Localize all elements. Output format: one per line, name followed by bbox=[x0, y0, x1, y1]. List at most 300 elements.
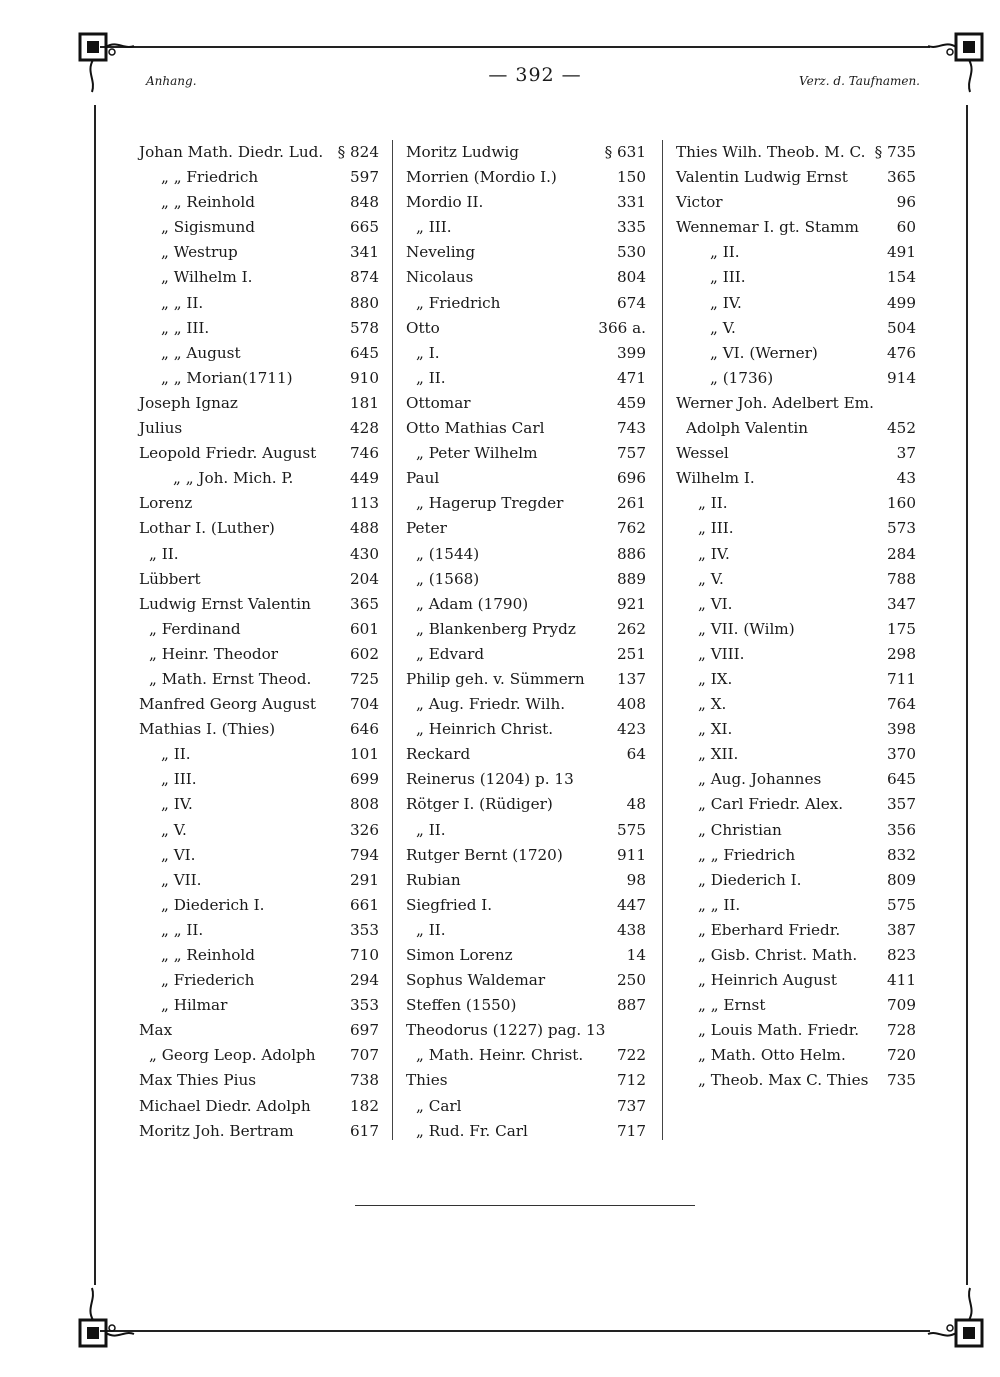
index-column-1 bbox=[139, 140, 379, 1144]
entry-number: § 824 bbox=[337, 143, 379, 161]
entry-name: Werner Joh. Adelbert Em. bbox=[676, 393, 874, 412]
entry-number: 530 bbox=[617, 243, 646, 262]
entry-name: „ „ Ernst bbox=[698, 996, 766, 1015]
entry-number: 722 bbox=[617, 1046, 646, 1065]
entry-name: Siegfried I. bbox=[406, 895, 493, 914]
entry-name: Valentin Ludwig Ernst bbox=[676, 168, 848, 187]
index-entry bbox=[676, 943, 916, 968]
index-entry bbox=[676, 717, 916, 742]
entry-name: „ Friedrich bbox=[416, 293, 501, 312]
frame-top-line bbox=[100, 46, 930, 48]
entry-name: Thies Wilh. Theob. M. C. bbox=[676, 143, 866, 161]
index-entry bbox=[406, 190, 646, 215]
index-entry bbox=[406, 767, 646, 792]
entry-number: 661 bbox=[350, 895, 379, 914]
entry-name: Thies bbox=[406, 1071, 448, 1090]
entry-name: „ „ Reinhold bbox=[161, 946, 255, 964]
entry-number: 365 bbox=[350, 594, 379, 613]
entry-number: 704 bbox=[350, 695, 379, 714]
entry-number: 921 bbox=[617, 594, 646, 613]
index-entry bbox=[406, 742, 646, 767]
entry-name: Mathias I. (Thies) bbox=[139, 720, 276, 739]
index-entry bbox=[406, 165, 646, 190]
entry-number: 137 bbox=[617, 669, 646, 688]
index-entry bbox=[676, 667, 916, 692]
entry-name: „ Heinrich Christ. bbox=[416, 720, 554, 739]
entry-number: 735 bbox=[887, 1071, 916, 1090]
entry-number: 347 bbox=[887, 594, 916, 613]
frame-left-line bbox=[94, 105, 96, 1285]
entry-number: 575 bbox=[617, 820, 646, 839]
index-entry bbox=[676, 1018, 916, 1043]
entry-name: Manfred Georg August bbox=[139, 695, 317, 714]
entry-number: 182 bbox=[350, 1096, 379, 1115]
entry-name: Rubian bbox=[406, 870, 461, 889]
index-entry bbox=[676, 341, 916, 366]
entry-name: „ Carl bbox=[416, 1096, 462, 1115]
entry-number: 746 bbox=[350, 444, 379, 463]
entry-number: 848 bbox=[350, 193, 379, 212]
index-entry bbox=[139, 341, 379, 366]
entry-name: Max Thies Pius bbox=[139, 1071, 257, 1090]
entry-number: 910 bbox=[350, 368, 379, 387]
index-entry bbox=[676, 165, 916, 190]
entry-name: „ VI. bbox=[161, 845, 196, 864]
entry-number: 370 bbox=[887, 745, 916, 764]
index-entry bbox=[676, 742, 916, 767]
entry-number: 887 bbox=[617, 996, 646, 1015]
column-divider-2 bbox=[662, 140, 663, 1140]
entry-name: Simon Lorenz bbox=[406, 946, 513, 964]
frame-right-line bbox=[966, 105, 968, 1285]
index-entry bbox=[139, 1043, 379, 1068]
entry-number: 48 bbox=[626, 795, 646, 814]
index-entry bbox=[676, 993, 916, 1018]
entry-number: 717 bbox=[617, 1121, 646, 1140]
entry-name: „ Math. Otto Helm. bbox=[698, 1046, 846, 1065]
entry-number: 452 bbox=[887, 419, 916, 438]
entry-name: „ (1544) bbox=[416, 544, 480, 563]
entry-name: Nicolaus bbox=[406, 268, 474, 287]
index-entry bbox=[139, 466, 379, 491]
entry-name: „ Math. Heinr. Christ. bbox=[416, 1046, 584, 1065]
entry-name: „ V. bbox=[710, 318, 736, 337]
index-entry bbox=[406, 516, 646, 541]
entry-name: „ Math. Ernst Theod. bbox=[149, 669, 312, 688]
index-entry bbox=[676, 391, 916, 416]
entry-number: 757 bbox=[617, 444, 646, 463]
entry-name: „ II. bbox=[416, 368, 446, 387]
index-entry bbox=[139, 617, 379, 642]
index-entry bbox=[139, 692, 379, 717]
entry-number: 101 bbox=[350, 745, 379, 764]
corner-ornament-bottom-right-icon bbox=[920, 1278, 1000, 1358]
entry-name: Ottomar bbox=[406, 393, 471, 412]
entry-name: „ Ferdinand bbox=[149, 619, 241, 638]
entry-name: Ludwig Ernst Valentin bbox=[139, 594, 311, 613]
entry-name: „ II. bbox=[698, 494, 728, 513]
index-entry bbox=[406, 240, 646, 265]
index-entry bbox=[139, 742, 379, 767]
entry-number: 597 bbox=[350, 168, 379, 187]
entry-name: „ Christian bbox=[698, 820, 782, 839]
entry-number: 43 bbox=[896, 469, 916, 488]
entry-name: „ III. bbox=[416, 218, 452, 237]
index-entry bbox=[676, 567, 916, 592]
index-entry bbox=[139, 516, 379, 541]
entry-name: Otto bbox=[406, 318, 440, 337]
entry-name: „ VI. bbox=[698, 594, 733, 613]
entry-number: 471 bbox=[617, 368, 646, 387]
entry-name: „ „ August bbox=[161, 343, 241, 362]
entry-name: „ II. bbox=[416, 820, 446, 839]
index-entry bbox=[406, 893, 646, 918]
entry-name: „ V. bbox=[698, 569, 724, 588]
index-entry bbox=[406, 316, 646, 341]
entry-name: „ „ Friedrich bbox=[161, 168, 259, 187]
entry-number: 808 bbox=[350, 795, 379, 814]
entry-number: 326 bbox=[350, 820, 379, 839]
index-entry bbox=[676, 441, 916, 466]
index-entry bbox=[676, 767, 916, 792]
entry-name: „ Aug. Johannes bbox=[698, 770, 822, 789]
index-entry bbox=[139, 893, 379, 918]
entry-number: 728 bbox=[887, 1021, 916, 1040]
entry-number: 602 bbox=[350, 644, 379, 663]
entry-number: 491 bbox=[887, 243, 916, 262]
entry-name: „ VI. (Werner) bbox=[710, 343, 818, 362]
index-entry bbox=[139, 1119, 379, 1144]
entry-name: „ III. bbox=[710, 268, 746, 287]
entry-name: „ IV. bbox=[698, 544, 730, 563]
entry-name: „ „ Reinhold bbox=[161, 193, 255, 212]
entry-number: 387 bbox=[887, 920, 916, 939]
entry-name: Mordio II. bbox=[406, 193, 484, 212]
entry-number: 60 bbox=[896, 218, 916, 237]
entry-name: „ Carl Friedr. Alex. bbox=[698, 795, 844, 814]
entry-name: „ VIII. bbox=[698, 644, 745, 663]
index-entry bbox=[676, 240, 916, 265]
entry-number: 601 bbox=[350, 619, 379, 638]
index-entry bbox=[139, 968, 379, 993]
index-entry bbox=[139, 843, 379, 868]
entry-name: „ Hilmar bbox=[161, 996, 228, 1015]
entry-name: „ Gisb. Christ. Math. bbox=[698, 946, 858, 964]
entry-number: 499 bbox=[887, 293, 916, 312]
entry-number: 578 bbox=[350, 318, 379, 337]
index-entry bbox=[139, 416, 379, 441]
index-entry bbox=[406, 1119, 646, 1144]
index-entry bbox=[139, 792, 379, 817]
entry-number: 459 bbox=[617, 393, 646, 412]
entry-number: 365 bbox=[887, 168, 916, 187]
index-entry bbox=[139, 1068, 379, 1093]
index-entry bbox=[139, 1094, 379, 1119]
entry-name: Peter bbox=[406, 519, 447, 538]
index-entry bbox=[676, 818, 916, 843]
entry-number: 665 bbox=[350, 218, 379, 237]
entry-name: „ Adam (1790) bbox=[416, 594, 529, 613]
index-entry bbox=[139, 190, 379, 215]
entry-name: „ Diederich I. bbox=[698, 870, 802, 889]
entry-name: Wessel bbox=[676, 444, 729, 463]
entry-number: 737 bbox=[617, 1096, 646, 1115]
entry-number: 423 bbox=[617, 720, 646, 739]
entry-number: 113 bbox=[350, 494, 379, 513]
index-entry bbox=[676, 692, 916, 717]
entry-name: „ Heinrich August bbox=[698, 971, 837, 990]
entry-number: 575 bbox=[887, 895, 916, 914]
index-entry bbox=[406, 1018, 646, 1043]
entry-name: Johan Math. Diedr. Lud. bbox=[139, 143, 324, 161]
column-divider-1 bbox=[392, 140, 393, 1140]
entry-number: 357 bbox=[887, 795, 916, 814]
index-entry bbox=[406, 265, 646, 290]
index-entry bbox=[406, 391, 646, 416]
index-entry bbox=[676, 792, 916, 817]
entry-number: 160 bbox=[887, 494, 916, 513]
entry-number: 914 bbox=[887, 368, 916, 387]
entry-number: 399 bbox=[617, 343, 646, 362]
entry-name: Philip geh. v. Sümmern bbox=[406, 669, 585, 688]
index-entry bbox=[139, 918, 379, 943]
entry-number: 447 bbox=[617, 895, 646, 914]
index-entry bbox=[406, 943, 646, 968]
index-entry bbox=[139, 291, 379, 316]
index-entry bbox=[406, 968, 646, 993]
entry-number: 430 bbox=[350, 544, 379, 563]
entry-number: 356 bbox=[887, 820, 916, 839]
entry-number: 696 bbox=[617, 469, 646, 488]
entry-number: § 735 bbox=[874, 143, 916, 161]
index-entry bbox=[676, 516, 916, 541]
entry-name: Joseph Ignaz bbox=[139, 393, 238, 412]
index-entry bbox=[676, 316, 916, 341]
entry-name: Max bbox=[139, 1021, 173, 1040]
index-entry bbox=[406, 366, 646, 391]
index-entry bbox=[406, 491, 646, 516]
entry-number: 353 bbox=[350, 996, 379, 1015]
entry-name: Moritz Joh. Bertram bbox=[139, 1121, 294, 1140]
index-entry bbox=[406, 567, 646, 592]
index-entry bbox=[139, 140, 379, 165]
entry-number: 37 bbox=[896, 444, 916, 463]
index-entry bbox=[676, 542, 916, 567]
index-entry bbox=[406, 215, 646, 240]
index-entry bbox=[139, 717, 379, 742]
entry-number: 175 bbox=[887, 619, 916, 638]
entry-name: „ Eberhard Friedr. bbox=[698, 920, 841, 939]
entry-name: „ I. bbox=[416, 343, 440, 362]
entry-name: „ „ Friedrich bbox=[698, 845, 796, 864]
entry-number: 262 bbox=[617, 619, 646, 638]
entry-number: 14 bbox=[626, 946, 646, 964]
entry-number: 251 bbox=[617, 644, 646, 663]
entry-name: „ „ Morian(1711) bbox=[161, 368, 293, 387]
index-entry bbox=[139, 943, 379, 968]
index-entry bbox=[406, 843, 646, 868]
entry-number: 341 bbox=[350, 243, 379, 262]
entry-number: § 631 bbox=[604, 143, 646, 161]
entry-number: 832 bbox=[887, 845, 916, 864]
index-entry bbox=[406, 667, 646, 692]
index-entry bbox=[139, 215, 379, 240]
index-entry bbox=[406, 617, 646, 642]
index-entry bbox=[406, 692, 646, 717]
entry-number: 398 bbox=[887, 720, 916, 739]
index-entry bbox=[139, 767, 379, 792]
entry-number: 154 bbox=[887, 268, 916, 287]
entry-name: „ (1568) bbox=[416, 569, 480, 588]
entry-name: „ Wilhelm I. bbox=[161, 268, 253, 287]
entry-name: „ V. bbox=[161, 820, 187, 839]
entry-name: Neveling bbox=[406, 243, 476, 262]
index-entry bbox=[139, 265, 379, 290]
index-entry bbox=[139, 818, 379, 843]
running-head-right: Verz. d. Taufnamen. bbox=[799, 74, 920, 88]
corner-ornament-bottom-left-icon bbox=[62, 1278, 142, 1358]
index-entry bbox=[406, 341, 646, 366]
entry-name: „ Westrup bbox=[161, 243, 238, 262]
entry-name: „ Sigismund bbox=[161, 218, 256, 237]
entry-number: 573 bbox=[887, 519, 916, 538]
entry-number: 889 bbox=[617, 569, 646, 588]
entry-name: „ Louis Math. Friedr. bbox=[698, 1021, 860, 1040]
index-entry bbox=[676, 140, 916, 165]
index-entry bbox=[676, 617, 916, 642]
index-entry bbox=[406, 592, 646, 617]
index-entry bbox=[406, 1043, 646, 1068]
entry-number: 707 bbox=[350, 1046, 379, 1065]
entry-name: „ Friederich bbox=[161, 971, 255, 990]
entry-name: „ (1736) bbox=[710, 368, 774, 387]
entry-number: 504 bbox=[887, 318, 916, 337]
index-entry bbox=[406, 993, 646, 1018]
index-entry bbox=[139, 592, 379, 617]
index-entry bbox=[139, 366, 379, 391]
entry-number: 645 bbox=[887, 770, 916, 789]
entry-name: „ III. bbox=[698, 519, 734, 538]
entry-number: 712 bbox=[617, 1071, 646, 1090]
entry-name: Rutger Bernt (1720) bbox=[406, 845, 563, 864]
entry-number: 204 bbox=[350, 569, 379, 588]
index-entry bbox=[406, 291, 646, 316]
entry-name: „ Blankenberg Prydz bbox=[416, 619, 576, 638]
entry-name: „ Peter Wilhelm bbox=[416, 444, 538, 463]
entry-name: Adolph Valentin bbox=[686, 419, 809, 438]
entry-name: Victor bbox=[676, 193, 723, 212]
entry-number: 617 bbox=[350, 1121, 379, 1140]
entry-number: 809 bbox=[887, 870, 916, 889]
entry-number: 788 bbox=[887, 569, 916, 588]
index-entry bbox=[139, 993, 379, 1018]
entry-number: 353 bbox=[350, 920, 379, 939]
entry-number: 646 bbox=[350, 720, 379, 739]
index-entry bbox=[406, 818, 646, 843]
entry-name: Reinerus (1204) p. 13 bbox=[406, 770, 574, 789]
index-entry bbox=[676, 1043, 916, 1068]
entry-name: „ II. bbox=[710, 243, 740, 262]
index-column-2 bbox=[406, 140, 646, 1144]
entry-name: Otto Mathias Carl bbox=[406, 419, 545, 438]
index-entry bbox=[676, 215, 916, 240]
index-entry bbox=[676, 592, 916, 617]
entry-name: „ Georg Leop. Adolph bbox=[149, 1046, 316, 1065]
corner-ornament-top-right-icon bbox=[920, 22, 1000, 102]
frame-bottom-line bbox=[100, 1330, 930, 1332]
entry-number: 699 bbox=[350, 770, 379, 789]
entry-number: 284 bbox=[887, 544, 916, 563]
index-entry bbox=[139, 1018, 379, 1043]
entry-name: „ Edvard bbox=[416, 644, 485, 663]
index-entry bbox=[406, 441, 646, 466]
index-entry bbox=[406, 416, 646, 441]
entry-number: 725 bbox=[350, 669, 379, 688]
entry-number: 331 bbox=[617, 193, 646, 212]
entry-number: 428 bbox=[350, 419, 379, 438]
entry-number: 804 bbox=[617, 268, 646, 287]
entry-number: 764 bbox=[887, 695, 916, 714]
entry-name: Lothar I. (Luther) bbox=[139, 519, 275, 538]
entry-number: 738 bbox=[350, 1071, 379, 1090]
entry-name: Theodorus (1227) pag. 13 bbox=[406, 1021, 606, 1040]
entry-name: Rötger I. (Rüdiger) bbox=[406, 795, 553, 814]
entry-number: 250 bbox=[617, 971, 646, 990]
page-number: — 392 — bbox=[488, 64, 582, 86]
index-entry bbox=[676, 1068, 916, 1093]
entry-number: 181 bbox=[350, 393, 379, 412]
index-entry bbox=[676, 918, 916, 943]
entry-number: 762 bbox=[617, 519, 646, 538]
index-entry bbox=[406, 466, 646, 491]
index-entry bbox=[406, 140, 646, 165]
index-entry bbox=[676, 466, 916, 491]
entry-name: „ Aug. Friedr. Wilh. bbox=[416, 695, 566, 714]
entry-number: 874 bbox=[350, 268, 379, 287]
index-entry bbox=[139, 491, 379, 516]
index-entry bbox=[406, 717, 646, 742]
entry-number: 911 bbox=[617, 845, 646, 864]
index-entry bbox=[139, 567, 379, 592]
entry-number: 711 bbox=[887, 669, 916, 688]
index-entry bbox=[139, 240, 379, 265]
index-entry bbox=[676, 868, 916, 893]
bottom-rule bbox=[355, 1205, 695, 1206]
entry-name: „ Diederich I. bbox=[161, 895, 265, 914]
entry-name: „ X. bbox=[698, 695, 727, 714]
index-entry bbox=[676, 291, 916, 316]
entry-number: 645 bbox=[350, 343, 379, 362]
index-entry bbox=[139, 391, 379, 416]
entry-number: 488 bbox=[350, 519, 379, 538]
entry-name: „ „ II. bbox=[698, 895, 741, 914]
index-entry bbox=[676, 893, 916, 918]
entry-number: 335 bbox=[617, 218, 646, 237]
index-entry bbox=[406, 868, 646, 893]
entry-name: „ II. bbox=[161, 745, 191, 764]
entry-number: 366 a. bbox=[598, 318, 646, 337]
entry-name: „ Hagerup Tregder bbox=[416, 494, 564, 513]
entry-name: Paul bbox=[406, 469, 440, 488]
index-entry bbox=[676, 190, 916, 215]
entry-name: „ VII. bbox=[161, 870, 202, 889]
index-entry bbox=[406, 792, 646, 817]
index-entry bbox=[676, 491, 916, 516]
entry-number: 449 bbox=[350, 469, 379, 488]
index-entry bbox=[139, 165, 379, 190]
entry-number: 697 bbox=[350, 1021, 379, 1040]
entry-number: 794 bbox=[350, 845, 379, 864]
